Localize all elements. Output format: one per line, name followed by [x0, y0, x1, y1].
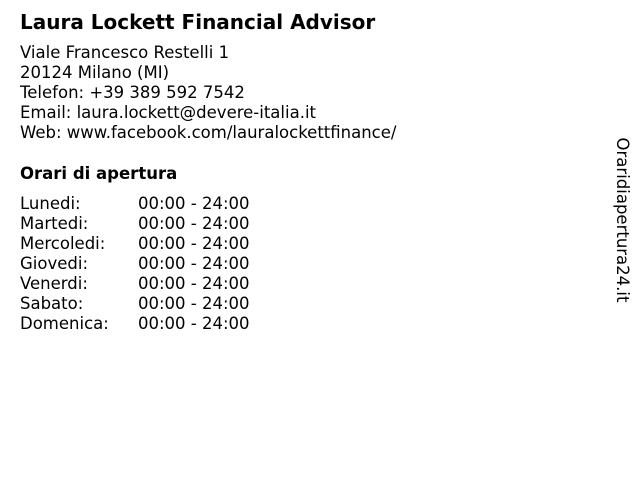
day-label: Sabato:: [20, 294, 84, 313]
hours-row-martedi: [20, 214, 250, 234]
hours-row-sabato: [20, 294, 250, 314]
time-range: 00:00 - 24:00: [138, 274, 250, 293]
hours-row-lunedi: [20, 194, 250, 214]
day-label: Venerdi:: [20, 274, 88, 293]
day-label: Domenica:: [20, 314, 109, 333]
street-address: Viale Francesco Restelli 1: [20, 43, 230, 62]
site-brand-watermark: Oraridiapertura24.it: [613, 137, 632, 303]
city-address: 20124 Milano (MI): [20, 63, 170, 82]
day-label: Lunedi:: [20, 194, 81, 213]
time-range: 00:00 - 24:00: [138, 314, 250, 333]
time-range: 00:00 - 24:00: [138, 294, 250, 313]
hours-row-mercoledi: [20, 234, 250, 254]
day-label: Mercoledi:: [20, 234, 106, 253]
time-range: 00:00 - 24:00: [138, 254, 250, 273]
day-label: Martedi:: [20, 214, 89, 233]
hours-row-giovedi: [20, 254, 250, 274]
hours-row-venerdi: [20, 274, 250, 294]
phone-line: Telefon: +39 389 592 7542: [20, 83, 245, 102]
web-line: Web: www.facebook.com/lauralockettfinance/: [20, 123, 397, 142]
time-range: 00:00 - 24:00: [138, 234, 250, 253]
email-line: Email: laura.lockett@devere-italia.it: [20, 103, 316, 122]
opening-hours-table: [20, 194, 250, 334]
business-title: Laura Lockett Financial Advisor: [20, 10, 376, 34]
contact-info: [20, 43, 396, 143]
opening-hours-heading: Orari di apertura: [20, 164, 178, 183]
time-range: 00:00 - 24:00: [138, 214, 250, 233]
day-label: Giovedi:: [20, 254, 88, 273]
time-range: 00:00 - 24:00: [138, 194, 250, 213]
hours-row-domenica: [20, 314, 250, 334]
